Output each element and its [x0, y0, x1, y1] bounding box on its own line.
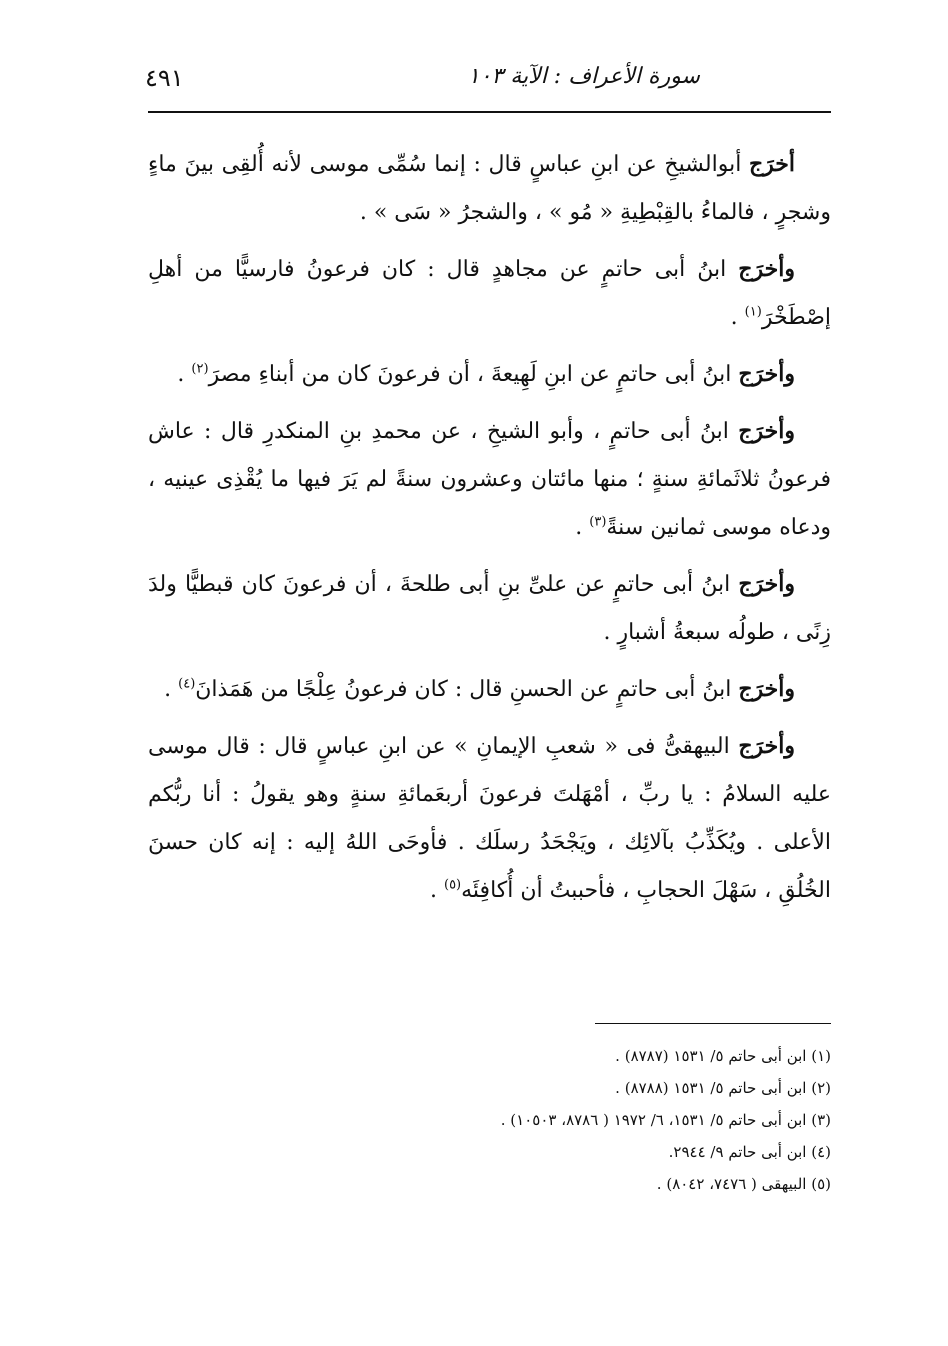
footnote: (٢) ابن أبى حاتم ٥/ ١٥٣١ (٨٧٨٨) .	[615, 1079, 831, 1097]
paragraph	[148, 407, 831, 552]
footnote-marker: (٥)	[443, 877, 462, 893]
paragraph	[148, 722, 831, 915]
footnote-marker: (١)	[744, 304, 762, 320]
footnote-rule	[595, 1023, 831, 1024]
paragraph-lead: وأخرَج	[738, 361, 795, 387]
paragraph-text: ابنُ أبى حاتمٍ عن مجاهدٍ قال : كان فرعونُ فارسيًّا من أهلِ إصْطَخْرَ	[148, 257, 831, 330]
paragraph	[148, 665, 831, 714]
footnote: (١) ابن أبى حاتم ٥/ ١٥٣١ (٨٧٨٧) .	[615, 1047, 831, 1065]
paragraph-end: .	[177, 362, 192, 387]
paragraph	[148, 560, 831, 657]
paragraph-text: ابنُ أبى حاتمٍ ، وأبو الشيخِ ، عن محمدِ بنِ المنكدرِ قال : عاش فرعونُ ثلاثَمائةِ سنةٍ ؛ منها مائتان وعشرون سنةً لم يَرَ فيها ما يُقْذِى عينيه ، ودعاه موسى ثمانين سنةً	[148, 419, 831, 540]
running-head: سورة الأعراف : الآية ١٠٣	[467, 64, 700, 89]
paragraph-lead: وأخرَج	[738, 733, 795, 759]
paragraph-lead: وأخرَج	[738, 571, 796, 597]
paragraph-lead: أخرَج	[748, 151, 795, 177]
paragraph-end: .	[730, 305, 745, 330]
paragraph-end: .	[164, 677, 179, 702]
paragraph-text: أبوالشيخِ عن ابنِ عباسٍ قال : إنما سُمِّى موسى لأنه أُلقِى بينَ ماءٍ وشجرٍ ، فالماءُ بالقِبْطِيةِ « مُو » ، والشجرُ « سَى » .	[148, 152, 831, 225]
paragraph	[148, 350, 831, 399]
footnote: (٥) البيهقى ( ٧٤٧٦، ٨٠٤٢) .	[656, 1175, 831, 1193]
paragraph-lead: وأخرَج	[738, 676, 795, 702]
footnote-marker: (٢)	[191, 361, 209, 377]
paragraph	[148, 245, 831, 342]
page-number: ٤٩١	[145, 64, 184, 92]
paragraph-lead: وأخرَج	[738, 256, 795, 282]
footnote: (٤) ابن أبى حاتم ٩/ ٢٩٤٤.	[668, 1143, 831, 1161]
footnotes	[148, 1040, 831, 1200]
paragraph-text: ابنُ أبى حاتمٍ عن علىِّ بنِ أبى طلحةَ ، أن فرعونَ كان قبطيًّا ولدَ زِنًى ، طولُه سبعةُ أشبارٍ .	[148, 572, 831, 645]
paragraph-text: ابنُ أبى حاتمٍ عن ابنِ لَهِيعةَ ، أن فرعونَ كان من أبناءِ مصرَ	[208, 362, 732, 387]
paragraph-text: ابنُ أبى حاتمٍ عن الحسنِ قال : كان فرعونُ عِلْجًا من هَمَذانَ	[195, 677, 732, 702]
paragraph	[148, 140, 831, 237]
footnote-marker: (٣)	[589, 514, 607, 530]
paragraph-lead: وأخرَج	[738, 418, 795, 444]
paragraph-text: البيهقىُّ فى « شعبِ الإيمانِ » عن ابنِ عباسٍ قال : قال موسى عليه السلامُ : يا ربِّ ، أمْهَلتَ فرعونَ أربعَمائةِ سنةٍ وهو يقولُ : أنا ربُّكم الأعلى . ويُكَذِّبُ بآلائِك ، ويَجْحَدُ رسلَك . فأوحَى اللهُ إليه : إنه كان حسنَ الخُلُقِ ، سَهْلَ الحجابِ ، فأحببتُ أن أُكافِئَه	[148, 734, 831, 903]
header-rule	[148, 111, 831, 113]
body-text	[148, 140, 831, 923]
paragraph-end: .	[575, 515, 590, 540]
paragraph-end: .	[429, 878, 444, 903]
footnote: (٣) ابن أبى حاتم ٥/ ١٥٣١، ٦/ ١٩٧٢ ( ٨٧٨٦، ١٠٥٠٣) .	[500, 1111, 831, 1129]
footnote-marker: (٤)	[178, 676, 196, 692]
